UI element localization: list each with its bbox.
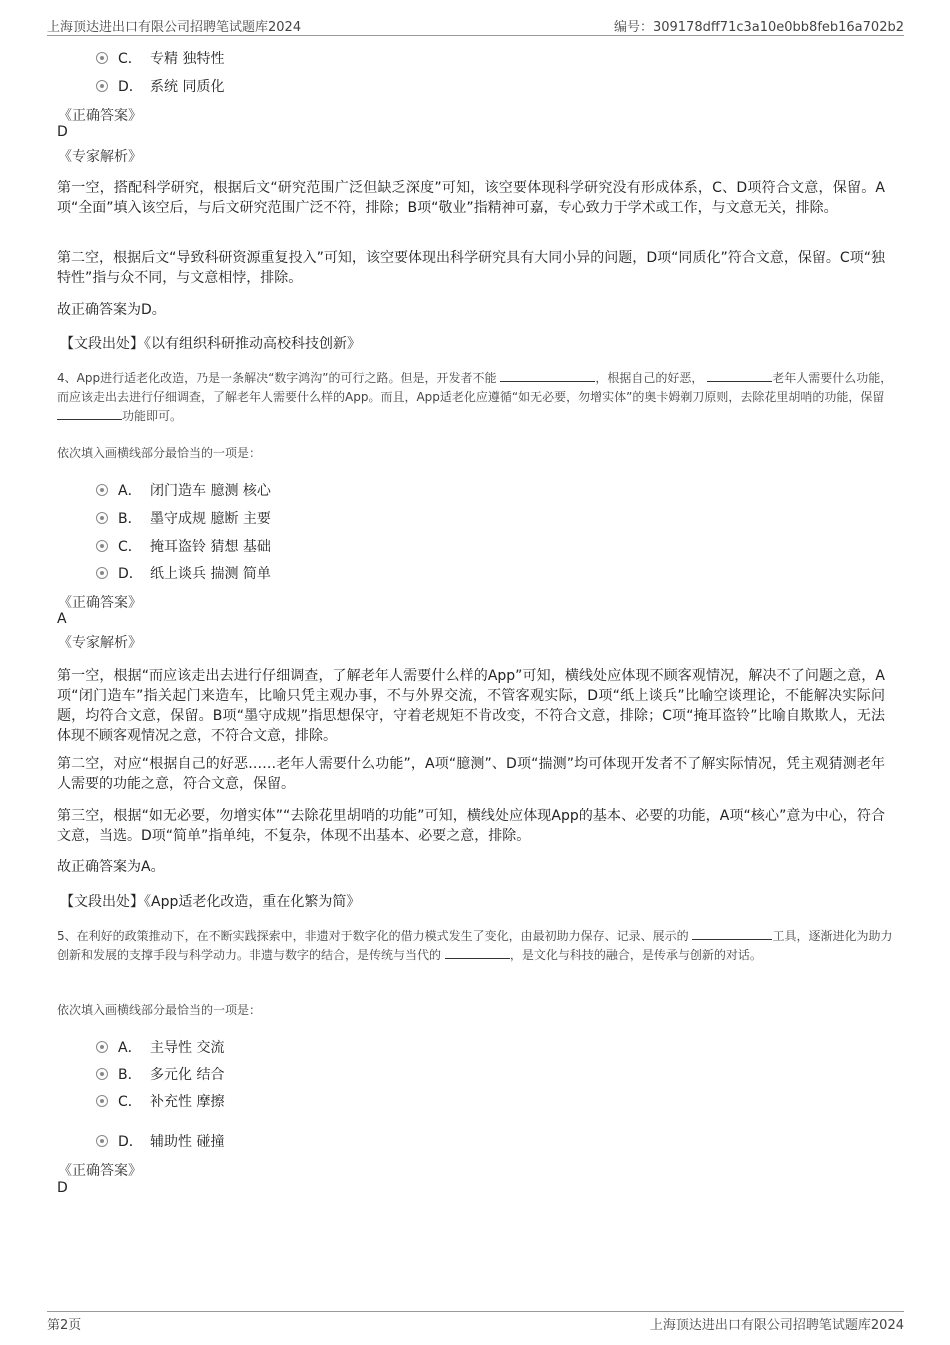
option-letter: A．: [118, 483, 142, 499]
q4-analysis-paragraph-1: 第一空，根据“而应该走出去进行仔细调查，了解老年人需要什么样的App”可知，横线处应体现不顾客观情况，解决不了问题之意，A项“闭门造车”指关起门来造车，比喻只凭主观办事，不与外界交流，不管客观实际，D项“纸上谈兵”比喻空谈理论，不能解决实际问题，均符合文意，保留。B项“墨守成规”指思想保守，守着老规矩不肯改变，不符合文意，排除；C项“掩耳盗铃”比喻自欺欺人，无法体现不顾客观情况之意，不符合文意，排除。: [57, 668, 885, 744]
q4-option-d[interactable]: [96, 563, 271, 583]
radio-icon[interactable]: [96, 80, 108, 92]
option-text: 掩耳盗铃 猜想 基础: [150, 539, 271, 555]
q4-stem-part-4: 功能即可。: [122, 409, 183, 423]
q3-option-c[interactable]: [96, 48, 224, 68]
q3-analysis-paragraph-1: 第一空，搭配科学研究，根据后文“研究范围广泛但缺乏深度”可知，该空要体现科学研究没有形成体系，C、D项符合文意，保留。A项“全面”填入该空后，与后文研究范围广泛不符，排除；B项“敬业”指精神可嘉，专心致力于学术或工作，与文意无关，排除。: [57, 180, 885, 216]
q5-stem-part-2: 工具，逐渐进化为助力创新和发展的支撑手段与科学动力。非遗与数字的结合，是传统与当代的: [57, 929, 893, 962]
header-title: 上海顶达进出口有限公司招聘笔试题库2024: [47, 20, 302, 35]
option-letter: D．: [118, 1134, 143, 1150]
q4-blank-3: [57, 407, 122, 420]
q5-option-a[interactable]: [96, 1037, 224, 1057]
q5-stem: [57, 927, 897, 965]
q3-answer-label: 《正确答案》: [58, 108, 142, 124]
q4-instruction: 依次填入画横线部分最恰当的一项是：: [57, 446, 262, 460]
q5-stem-part-3: ，是文化与科技的融合，是传承与创新的对话。: [509, 948, 762, 962]
q4-answer: A: [57, 611, 67, 627]
option-text: 补充性 摩擦: [150, 1094, 225, 1110]
q4-analysis-label: 《专家解析》: [58, 635, 142, 651]
option-text: 专精 独特性: [150, 51, 225, 67]
radio-icon[interactable]: [96, 52, 108, 64]
option-letter: C．: [118, 539, 142, 555]
option-text: 多元化 结合: [150, 1067, 225, 1083]
q5-answer-label: 《正确答案》: [58, 1163, 142, 1179]
option-letter: D．: [118, 79, 143, 95]
option-letter: C．: [118, 51, 142, 67]
option-letter: B．: [118, 1067, 142, 1083]
option-letter: D．: [118, 566, 143, 582]
q4-blank-2: [707, 369, 772, 382]
q3-analysis-label: 《专家解析》: [58, 149, 142, 165]
q5-option-c[interactable]: [96, 1091, 224, 1111]
q4-stem-part-1: 4、App进行适老化改造，乃是一条解决“数字鸿沟”的可行之路。但是，开发者不能: [57, 371, 497, 385]
option-text: 墨守成规 臆断 主要: [150, 511, 271, 527]
q4-stem: [57, 369, 897, 426]
q4-source: 【文段出处】《App适老化改造，重在化繁为简》: [60, 894, 361, 910]
option-letter: A．: [118, 1040, 142, 1056]
q5-option-d[interactable]: [96, 1131, 224, 1151]
radio-icon[interactable]: [96, 540, 108, 552]
q4-stem-part-3: 老年人需要什么功能，而应该走出去进行仔细调查，了解老年人需要什么样的App。而且，App适老化应遵循“如无必要，勿增实体”的奥卡姆剃刀原则，去除花里胡哨的功能，保留: [57, 371, 893, 404]
q3-option-d[interactable]: [96, 76, 224, 96]
footer-rule: [47, 1311, 904, 1312]
option-text: 闭门造车 臆测 核心: [150, 483, 271, 499]
q4-stem-part-2: ，根据自己的好恶，: [595, 371, 704, 385]
q4-answer-label: 《正确答案》: [58, 595, 142, 611]
q5-answer: D: [57, 1180, 68, 1196]
q5-blank-1: [692, 927, 772, 940]
q4-option-b[interactable]: [96, 508, 271, 528]
header-rule: [47, 35, 904, 36]
option-text: 主导性 交流: [150, 1040, 225, 1056]
q3-source: 【文段出处】《以有组织科研推动高校科技创新》: [60, 336, 361, 352]
q4-option-c[interactable]: [96, 536, 271, 556]
radio-icon[interactable]: [96, 1041, 108, 1053]
radio-icon[interactable]: [96, 512, 108, 524]
option-letter: C．: [118, 1094, 142, 1110]
radio-icon[interactable]: [96, 1095, 108, 1107]
q3-analysis-conclusion: 故正确答案为D。: [57, 302, 166, 318]
radio-icon[interactable]: [96, 1068, 108, 1080]
footer-title: 上海顶达进出口有限公司招聘笔试题库2024: [649, 1318, 904, 1333]
q5-instruction: 依次填入画横线部分最恰当的一项是：: [57, 1003, 262, 1017]
radio-icon[interactable]: [96, 484, 108, 496]
q4-analysis-paragraph-2: 第二空，对应“根据自己的好恶……老年人需要什么功能”，A项“臆测”、D项“揣测”均可体现开发者不了解实际情况，凭主观猜测老年人需要的功能之意，符合文意，保留。: [57, 756, 885, 792]
q4-option-a[interactable]: [96, 480, 271, 500]
option-text: 纸上谈兵 揣测 简单: [150, 566, 271, 582]
q4-analysis-paragraph-3: 第三空，根据“如无必要，勿增实体”“去除花里胡哨的功能”可知，横线处应体现App的基本、必要的功能，A项“核心”意为中心，符合文意，当选。D项“简单”指单纯，不复杂，体现不出基本、必要之意，排除。: [57, 808, 885, 844]
radio-icon[interactable]: [96, 1135, 108, 1147]
header-serial: 编号：309178dff71c3a10e0bb8feb16a702b2: [613, 20, 904, 35]
q4-blank-1: [500, 369, 595, 382]
option-text: 系统 同质化: [150, 79, 225, 95]
q5-stem-part-1: 5、在利好的政策推动下，在不断实践探索中，非遗对于数字化的借力模式发生了变化，由最初助力保存、记录、展示的: [57, 929, 689, 943]
footer-page-number: 第2页: [47, 1318, 82, 1333]
q5-blank-2: [445, 946, 510, 959]
q3-answer: D: [57, 124, 68, 140]
radio-icon[interactable]: [96, 567, 108, 579]
q5-option-b[interactable]: [96, 1064, 224, 1084]
option-text: 辅助性 碰撞: [150, 1134, 225, 1150]
q4-analysis-conclusion: 故正确答案为A。: [57, 859, 165, 875]
q3-analysis-paragraph-2: 第二空，根据后文“导致科研资源重复投入”可知，该空要体现出科学研究具有大同小异的问题，D项“同质化”符合文意，保留。C项“独特性”指与众不同，与文意相悖，排除。: [57, 250, 885, 286]
option-letter: B．: [118, 511, 142, 527]
